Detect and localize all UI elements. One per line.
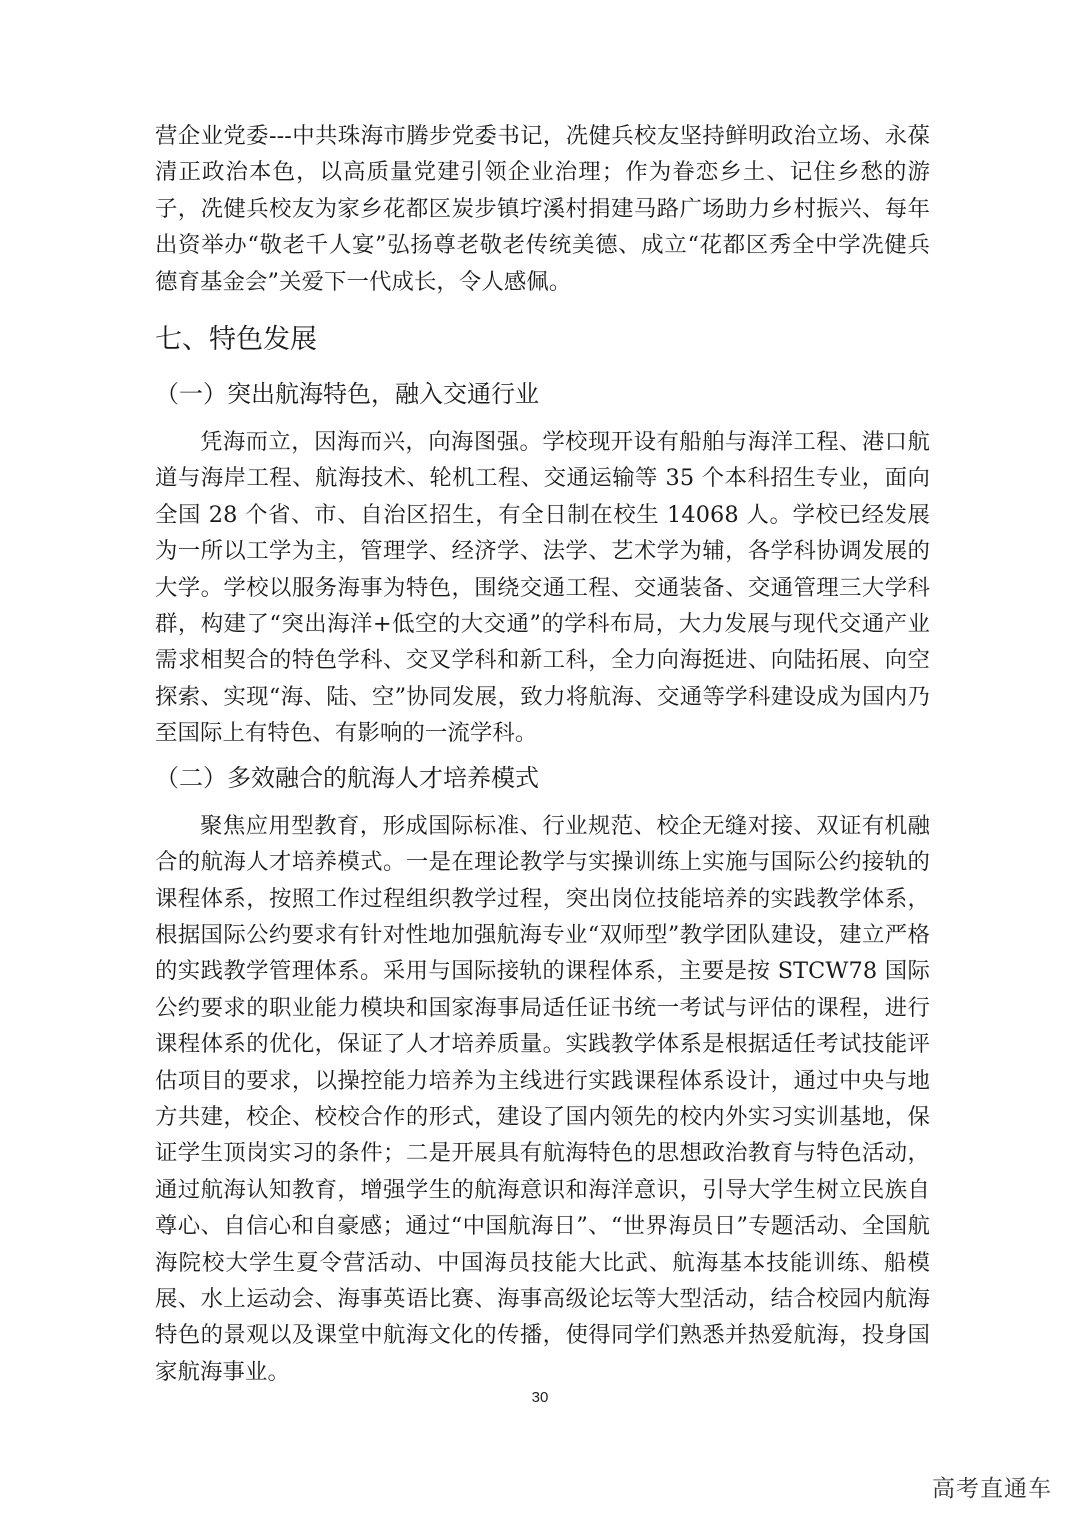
subsection-paragraph-2: 聚焦应用型教育，形成国际标准、行业规范、校企无缝对接、双证有机融合的航海人才培养模式。一是在理论教学与实操训练上实施与国际公约接轨的课程体系，按照工作过程组织教学过程，突出岗位技能培养的实践教学体系，根据国际公约要求有针对性地加强航海专业“双师型”教学团队建设，建立严格的实践教学管理体系。采用与国际接轨的课程体系，主要是按 STCW78 国际公约要求的职业能力模块和国家海事局适任证书统一考试与评估的课程，进行课程体系的优化，保证了人才培养质量。实践教学体系是根据适任考试技能评估项目的要求，以操控能力培养为主线进行实践课程体系设计，通过中央与地方共建，校企、校校合作的形式，建设了国内领先的校内外实习实训基地，保证学生顶岗实习的条件；二是开展具有航海特色的思想政治教育与特色活动，通过航海认知教育，增强学生的航海意识和海洋意识，引导大学生树立民族自尊心、自信心和自豪感；通过“中国航海日”、“世界海员日”专题活动、全国航海院校大学生夏令营活动、中国海员技能大比武、航海基本技能训练、船模展、水上运动会、海事英语比赛、海事高级论坛等大型活动，结合校园内航海特色的景观以及课堂中航海文化的传播，使得同学们熟悉并热爱航海，投身国家航海事业。 bbox=[155, 812, 930, 1385]
subsection-heading-2: （二）多效融合的航海人才培养模式 bbox=[155, 763, 539, 792]
subsection-paragraph-1: 凭海而立，因海而兴，向海图强。学校现开设有船舶与海洋工程、港口航道与海岸工程、航海技术、轮机工程、交通运输等 35 个本科招生专业，面向全国 28 个省、市、自治区招生，有全日制在校生 14068 人。学校已经发展为一所以工学为主，管理学、经济学、法学、艺术学为辅，各学科协调发展的大学。学校以服务海事为特色，围绕交通工程、交通装备、交通管理三大学科群，构建了“突出海洋+低空的大交通”的学科布局，大力发展与现代交通产业需求相契合的特色学科、交叉学科和新工科，全力向海挺进、向陆拓展、向空探索、实现“海、陆、空”协同发展，致力将航海、交通等学科建设成为国内乃至国际上有特色、有影响的一流学科。 bbox=[155, 429, 930, 747]
continued-paragraph: 营企业党委---中共珠海市腾步党委书记，冼健兵校友坚持鲜明政治立场、永葆清正政治本色，以高质量党建引领企业治理；作为眷恋乡土、记住乡愁的游子，冼健兵校友为家乡花都区炭步镇坾溪村捐建马路广场助力乡村振兴、每年出资举办“敬老千人宴”弘扬尊老敬老传统美德、成立“花都区秀全中学冼健兵德育基金会”关爱下一代成长，令人感佩。 bbox=[155, 123, 930, 295]
page-number: 30 bbox=[531, 1389, 549, 1406]
watermark-text: 高考直通车 bbox=[932, 1476, 1052, 1502]
page-content bbox=[155, 118, 930, 1390]
subsection-heading-1: （一）突出航海特色，融入交通行业 bbox=[155, 380, 539, 409]
section-heading: 七、特色发展 bbox=[155, 324, 317, 356]
